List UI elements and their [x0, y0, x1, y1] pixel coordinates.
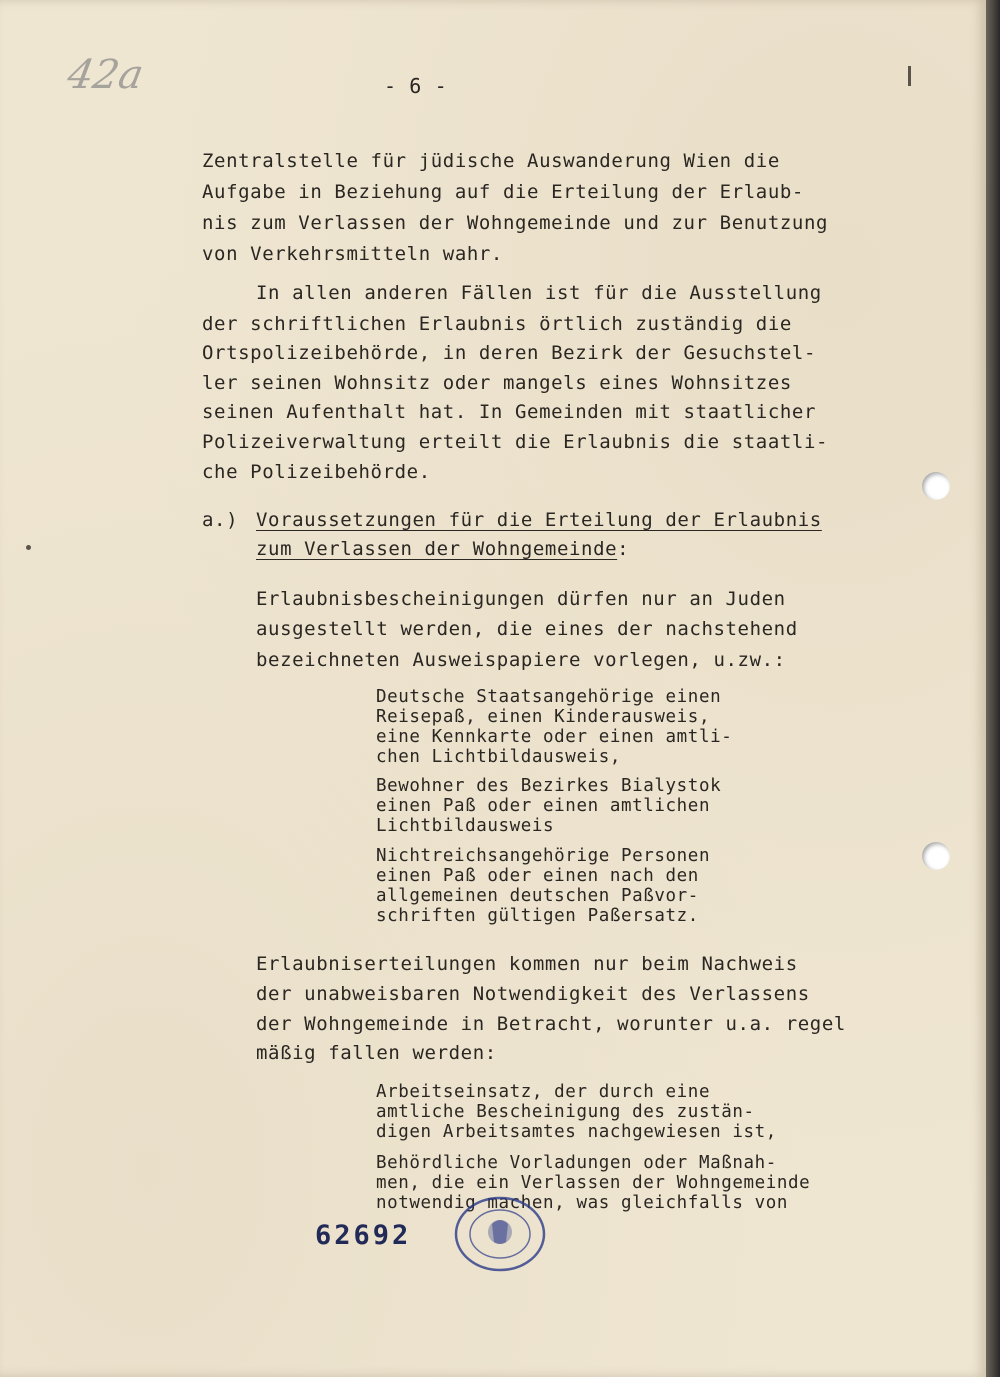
text-line: Aufgabe in Beziehung auf die Erteilung der Erlaub-: [202, 181, 804, 203]
section-marker: a.): [202, 509, 239, 531]
text-line: mäßig fallen werden:: [256, 1042, 497, 1064]
text-line: der unabweisbaren Notwendigkeit des Verlassens: [256, 983, 810, 1005]
text-line: der schriftlichen Erlaubnis örtlich zuständig die: [202, 313, 792, 335]
text-line: Zentralstelle für jüdische Auswanderung Wien die: [202, 150, 780, 172]
list-line: amtliche Bescheinigung des zustän-: [376, 1102, 755, 1122]
punch-hole: [922, 842, 950, 870]
list-line: Behördliche Vorladungen oder Maßnah-: [376, 1153, 777, 1173]
section-heading: Voraussetzungen für die Erteilung der Erlaubnis: [256, 509, 822, 531]
section-heading-text: zum Verlassen der Wohngemeinde: [256, 538, 618, 560]
list-line: Lichtbildausweis: [376, 816, 555, 836]
text-line: che Polizeibehörde.: [202, 461, 431, 483]
text-line: In allen anderen Fällen ist für die Ausstellung: [256, 282, 822, 304]
list-line: Reisepaß, einen Kinderausweis,: [376, 707, 711, 727]
list-line: einen Paß oder einen nach den: [376, 866, 699, 886]
list-line: Deutsche Staatsangehörige einen: [376, 687, 722, 707]
list-line: Arbeitseinsatz, der durch eine: [376, 1082, 711, 1102]
text-line: Erlaubnisbescheinigungen dürfen nur an Juden: [256, 588, 786, 610]
text-line: Ortspolizeibehörde, in deren Bezirk der Gesuchstel-: [202, 342, 816, 364]
text-line: der Wohngemeinde in Betracht, worunter u.a. regel: [256, 1013, 846, 1035]
text-line: von Verkehrsmitteln wahr.: [202, 243, 503, 265]
handwritten-folio-number: 42a: [63, 52, 147, 98]
list-line: notwendig machen, was gleichfalls von: [376, 1193, 789, 1213]
text-line: seinen Aufenthalt hat. In Gemeinden mit staatlicher: [202, 401, 816, 423]
list-line: chen Lichtbildausweis,: [376, 747, 621, 767]
list-line: Bewohner des Bezirkes Bialystok: [376, 776, 722, 796]
section-heading-colon: :: [617, 538, 630, 560]
page-number: - 6 -: [384, 74, 448, 98]
punch-hole: [922, 472, 950, 500]
text-line: ler seinen Wohnsitz oder mangels eines Wohnsitzes: [202, 372, 792, 394]
list-line: Nichtreichsangehörige Personen: [376, 846, 711, 866]
text-line: Erlaubniserteilungen kommen nur beim Nachweis: [256, 953, 798, 975]
list-line: eine Kennkarte oder einen amtli-: [376, 727, 733, 747]
section-heading-line2: [256, 538, 629, 560]
text-line: ausgestellt werden, die eines der nachstehend: [256, 618, 798, 640]
list-line: allgemeinen deutschen Paßvor-: [376, 886, 699, 906]
margin-mark: [908, 66, 911, 86]
list-line: schriften gültigen Paßersatz.: [376, 906, 699, 926]
text-line: Polizeiverwaltung erteilt die Erlaubnis die staatli-: [202, 431, 829, 453]
list-line: digen Arbeitsamtes nachgewiesen ist,: [376, 1122, 777, 1142]
text-line: bezeichneten Ausweispapiere vorlegen, u.zw.:: [256, 649, 786, 671]
archive-number: 62692: [315, 1220, 412, 1251]
archive-stamp-icon: [452, 1194, 548, 1274]
margin-dot: [26, 545, 31, 550]
text-line: nis zum Verlassen der Wohngemeinde und zur Benutzung: [202, 212, 829, 234]
list-line: einen Paß oder einen amtlichen: [376, 796, 711, 816]
page-edge: [986, 0, 1000, 1377]
list-line: men, die ein Verlassen der Wohngemeinde: [376, 1173, 811, 1193]
